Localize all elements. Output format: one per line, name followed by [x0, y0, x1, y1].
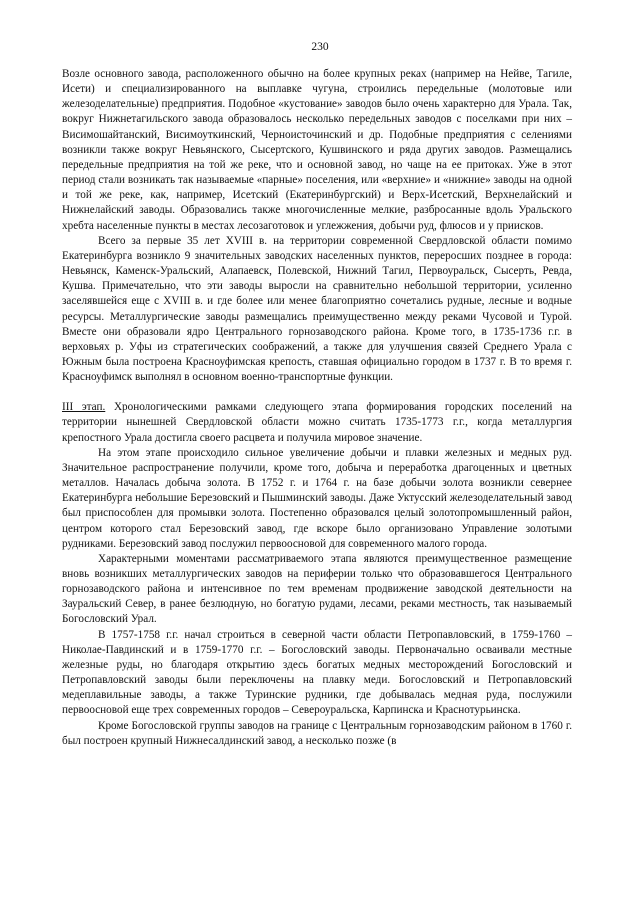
- paragraph: В 1757-1758 г.г. начал строиться в северной части области Петропавловский, в 1759-1760 – Николае-Павдинский и в 1759-1770 г.г. – Богословский заводы. Первоначально осваивали местные железные руды, но благодаря открытию здесь богатых медных месторождений Богословский и Петропавловский заводы были переключены на плавку меди. Богословский и Петропавловский медеплавильные заводы, а также Туринские рудники, где добывалась медная руда, послужили первоосновой еще трех современных городов – Североуральска, Карпинска и Краснотурьинска.: [62, 628, 572, 717]
- page-number: 230: [311, 41, 329, 53]
- paragraph: Характерными моментами рассматриваемого этапа являются преимущественное размещение вновь возникших металлургических заводов на периферии только что образовавшегося Центрального горнозаводского района и интенсивное по тем временам продвижение заводской деятельности на Зауральский Север, в ранее безлюдную, но богатую рудами, лесами, реками местность, так называемый Богословский Урал.: [62, 552, 572, 626]
- paragraph: Кроме Богословской группы заводов на границе с Центральным горнозаводским районом в 1760 г. был построен крупный Нижнесалдинский завод, а несколько позже (в: [62, 719, 572, 747]
- paragraph-stage-three: [62, 400, 572, 445]
- paragraph-text: Хронологическими рамками следующего этапа формирования городских поселений на территории нынешней Свердловской области можно считать 1735-1773 г.г., когда металлургия крепостного Урала достигла своего расцвета и получила мировое значение.: [62, 401, 572, 444]
- paragraph: На этом этапе происходило сильное увеличение добычи и плавки железных и медных руд. Значительное распространение получили, кроме того, добыча и переработка драгоценных и цветных металлов. Началась добыча золота. В 1752 г. и 1764 г. на базе добычи золота возникли севернее Екатеринбурга небольшие Березовский и Пышминский заводы. Даже Уктусский железоделательный завод был приспособлен для промывки золота. Постепенно образовался целый золотопромышленный район, центром которого стал Березовский завод, где вскоре было организовано Управление золотыми рудниками. Березовский завод послужил первоосновой для современного малого города.: [62, 446, 572, 550]
- paragraph: Возле основного завода, расположенного обычно на более крупных реках (например на Нейве, Тагиле, Исети) и специализированного на выплавке чугуна, строились передельные (молотовые или железоделательные) предприятия. Подобное «кустование» заводов было очень характерно для Урала. Так, вокруг Нижнетагильского завода образовалось несколько передельных заводов с поселками при них – Висимошайтанский, Висимоуткинский, Черноисточинский и др. Подобные предприятия с селениями возникли также вокруг Невьянского, Сысертского, Кушвинского и ряда других заводов. Размещались передельные предприятия на той же реке, что и основной завод, но чаще на ее притоках. Уже в этот период стали возникать так называемые «парные» поселения, или «верхние» и «нижние» заводы на одной и той же реке, как, например, Исетский (Екатеринбургский) и Верх-Исетский, Верхнелайский и Нижнелайский заводы. Образовались также многочисленные мелкие, разбросанные вдоль Уральского хребта населенные пункты в местах лесозаготовок и углежжения, добычи руд, флюсов и у приисков.: [62, 68, 572, 232]
- stage-heading: III этап.: [62, 401, 106, 414]
- paragraph: Всего за первые 35 лет XVIII в. на территории современной Свердловской области помимо Екатеринбурга возникло 9 значительных заводских населенных пунктов, переросших позднее в города: Невьянск, Каменск-Уральский, Алапаевск, Полевской, Нижний Тагил, Первоуральск, Сысерть, Ревда, Кушва. Примечательно, что эти заводы выросли на сравнительно небольшой территории, усиленно заселявшейся еще с XVIII в. и где более или менее благоприятно сочетались рудные, лесные и водные ресурсы. Металлургические заводы размещались преимущественно между реками Чусовой и Турой. Вместе они образовали ядро Центрального горнозаводского района. Кроме того, в 1735-1736 г.г. в верховьях р. Уфы из стратегических соображений, а также для улучшения связей Среднего Урала с Южным была построена Красноуфимская крепость, ставшая официально городом в 1737 г. В то время г. Красноуфимск выполнял в основном военно-транспортные функции.: [62, 234, 572, 384]
- page-body: [62, 67, 572, 749]
